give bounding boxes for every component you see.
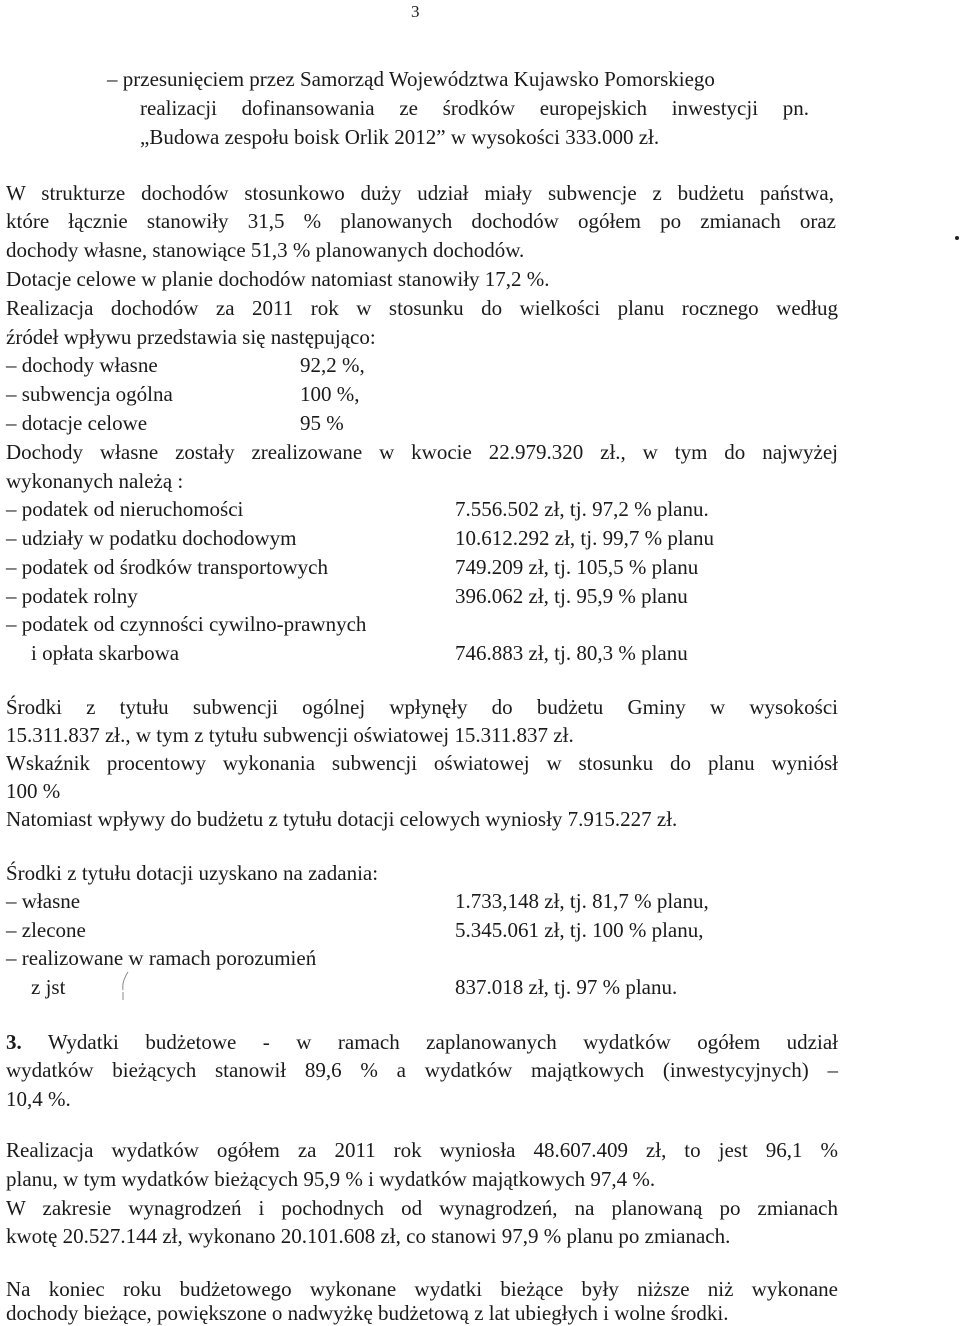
- list-item-label: – dochody własne: [6, 353, 158, 377]
- list-item-label: i opłata skarbowa: [31, 641, 180, 665]
- page-number: 3: [411, 2, 420, 21]
- subsidy-line1: Środki z tytułu subwencji ogólnej wpłynęły do budżetu Gminy w wysokości: [6, 695, 838, 719]
- list-item-label: – subwencja ogólna: [6, 382, 173, 406]
- list-item-value: 396.062 zł, tj. 95,9 % planu: [455, 584, 688, 608]
- structure-line3: dochody własne, stanowiące 51,3 % planowanych dochodów.: [6, 238, 525, 262]
- list-item-label: – własne: [6, 889, 81, 913]
- structure-line6: źródeł wpływu przedstawia się następująco:: [6, 325, 376, 349]
- list-item-value: 100 %,: [300, 382, 360, 406]
- structure-line2: które łącznie stanowiły 31,5 % planowanych dochodów ogółem po zmianach oraz: [6, 209, 836, 233]
- list-item-value: 95 %: [300, 411, 344, 435]
- structure-line4: Dotacje celowe w planie dochodów natomiast stanowiły 17,2 %.: [6, 267, 550, 291]
- list-item-label: – podatek rolny: [6, 584, 138, 608]
- subsidy-line4: 100 %: [6, 779, 61, 803]
- list-item-value: 749.209 zł, tj. 105,5 % planu: [455, 555, 699, 579]
- expenses-line3: W zakresie wynagrodzeń i pochodnych od wynagrodzeń, na planowaną po zmianach: [6, 1196, 838, 1220]
- list-item-value: 837.018 zł, tj. 97 % planu.: [455, 975, 678, 999]
- list-item-label: – dotacje celowe: [6, 411, 148, 435]
- list-item-value: 746.883 zł, tj. 80,3 % planu: [455, 641, 688, 665]
- section3-number: 3.: [6, 1030, 22, 1054]
- list-item-value: 10.612.292 zł, tj. 99,7 % planu: [455, 526, 714, 550]
- section3-line1: [6, 1029, 838, 1055]
- list-item-label: – podatek od czynności cywilno-prawnych: [6, 612, 367, 636]
- list-item-value: 92,2 %,: [300, 353, 365, 377]
- expenses-line2: planu, w tym wydatków bieżących 95,9 % i wydatków majątkowych 97,4 %.: [6, 1167, 656, 1191]
- list-item-label: – zlecone: [6, 918, 86, 942]
- list-item-value: 7.556.502 zł, tj. 97,2 % planu.: [455, 497, 709, 521]
- list-item-label: – podatek od środków transportowych: [6, 555, 328, 579]
- list-item-label: – podatek od nieruchomości: [6, 497, 244, 521]
- section3-heading-text: Wydatki budżetowe - w ramach zaplanowanych wydatków ogółem udział: [21, 1030, 838, 1054]
- intro-bullet-line2: realizacji dofinansowania ze środków europejskich inwestycji pn.: [140, 96, 809, 120]
- section3-line3: 10,4 %.: [6, 1087, 71, 1111]
- list-item-value: 1.733,148 zł, tj. 81,7 % planu,: [455, 889, 709, 913]
- intro-bullet-line1: – przesunięciem przez Samorząd Województwa Kujawsko Pomorskiego: [107, 67, 715, 91]
- grants-heading: Środki z tytułu dotacji uzyskano na zadania:: [6, 861, 379, 885]
- list-item-label: z jst: [31, 975, 66, 999]
- own-income-line1: Dochody własne zostały zrealizowane w kwocie 22.979.320 zł., w tym do najwyżej: [6, 440, 838, 464]
- list-item-label: – udziały w podatku dochodowym: [6, 526, 297, 550]
- closing-line2: dochody bieżące, powiększone o nadwyżkę budżetową z lat ubiegłych i wolne środki.: [6, 1301, 729, 1325]
- subsidy-line2: 15.311.837 zł., w tym z tytułu subwencji oświatowej 15.311.837 zł.: [6, 723, 574, 747]
- subsidy-line3: Wskaźnik procentowy wykonania subwencji oświatowej w stosunku do planu wyniósł: [6, 751, 838, 775]
- stray-dot-mark: [955, 236, 959, 240]
- own-income-line2: wykonanych należą :: [6, 469, 184, 493]
- list-item-label: – realizowane w ramach porozumień: [6, 946, 317, 970]
- section3-line2: wydatków bieżących stanowił 89,6 % a wydatków majątkowych (inwestycyjnych) –: [6, 1058, 838, 1082]
- intro-bullet-line3: „Budowa zespołu boisk Orlik 2012” w wysokości 333.000 zł.: [140, 125, 660, 149]
- expenses-line1: Realizacja wydatków ogółem za 2011 rok wyniosła 48.607.409 zł, to jest 96,1 %: [6, 1138, 838, 1162]
- structure-line1: W strukturze dochodów stosunkowo duży udział miały subwencje z budżetu państwa,: [6, 181, 834, 205]
- expenses-line4: kwotę 20.527.144 zł, wykonano 20.101.608 zł, co stanowi 97,9 % planu po zmianach.: [6, 1224, 731, 1248]
- pen-stroke-mark: [118, 970, 132, 1002]
- subsidy-line5: Natomiast wpływy do budżetu z tytułu dotacji celowych wyniosły 7.915.227 zł.: [6, 807, 678, 831]
- closing-line1: Na koniec roku budżetowego wykonane wydatki bieżące były niższe niż wykonane: [6, 1277, 838, 1301]
- structure-line5: Realizacja dochodów za 2011 rok w stosunku do wielkości planu rocznego według: [6, 296, 838, 320]
- list-item-value: 5.345.061 zł, tj. 100 % planu,: [455, 918, 704, 942]
